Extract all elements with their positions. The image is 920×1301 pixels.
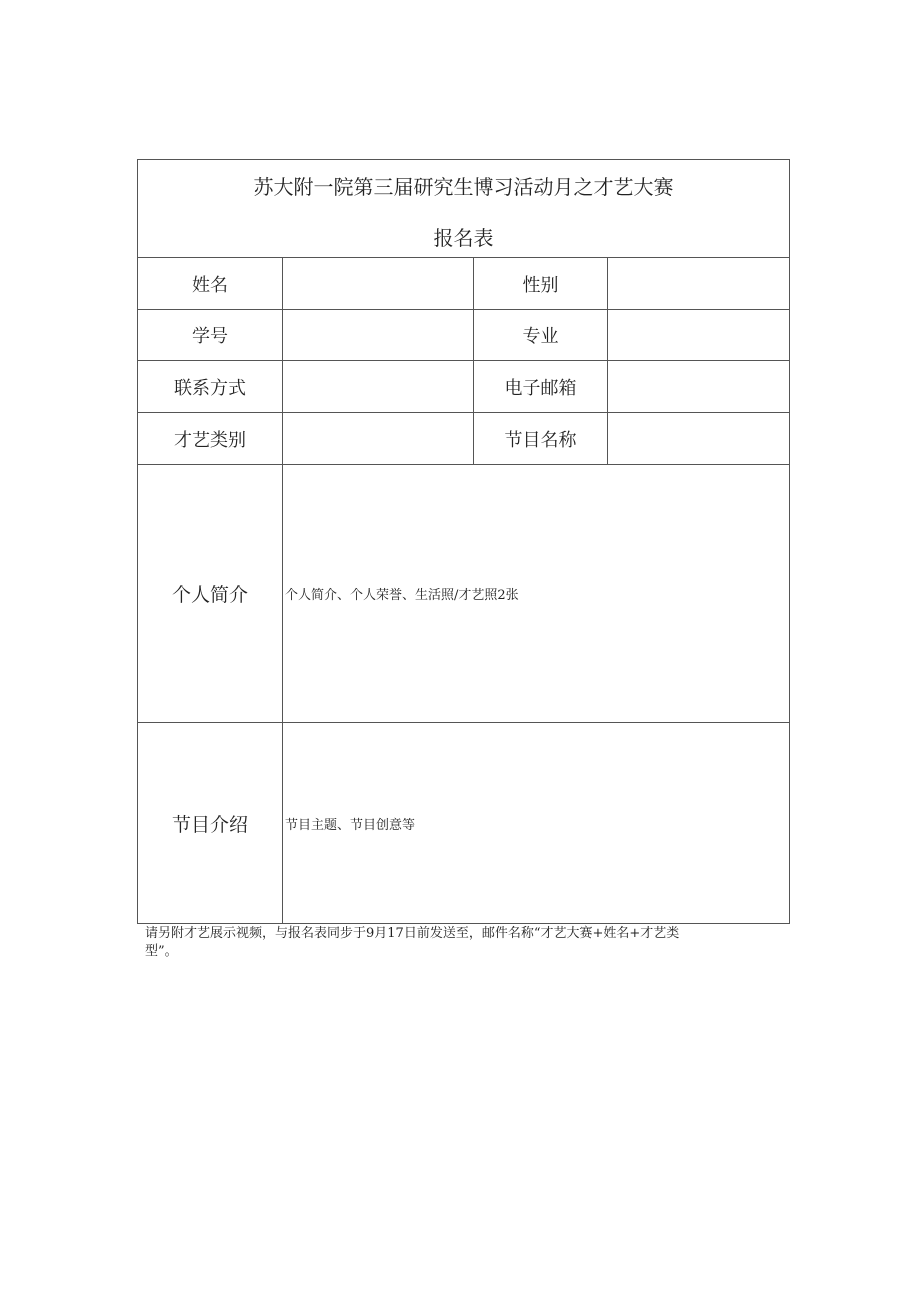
label-program-intro: 节目介绍 <box>138 723 283 923</box>
label-email: 电子邮箱 <box>474 361 608 412</box>
label-talent-category: 才艺类别 <box>138 413 283 464</box>
form-title: 苏大附一院第三届研究生博习活动月之才艺大赛 <box>253 175 674 199</box>
form-row-talent <box>138 413 789 465</box>
label-name: 姓名 <box>138 258 283 309</box>
field-major[interactable] <box>608 310 789 360</box>
form-row-contact <box>138 361 789 413</box>
form-row-program-intro <box>138 723 789 923</box>
field-program-name[interactable] <box>608 413 789 464</box>
registration-form <box>137 159 790 924</box>
field-program-intro[interactable]: 节目主题、节目创意等 <box>285 817 416 833</box>
label-contact: 联系方式 <box>138 361 283 412</box>
field-gender[interactable] <box>608 258 789 309</box>
label-major: 专业 <box>474 310 608 360</box>
label-program-name: 节目名称 <box>474 413 608 464</box>
field-student-id[interactable] <box>283 310 474 360</box>
field-name[interactable] <box>283 258 474 309</box>
label-student-id: 学号 <box>138 310 283 360</box>
field-personal-intro[interactable]: 个人简介、个人荣誉、生活照/才艺照2张 <box>285 588 519 603</box>
submission-note <box>145 925 745 961</box>
form-row-student-id <box>138 310 789 361</box>
form-row-name <box>138 258 789 310</box>
form-subtitle: 报名表 <box>433 226 494 250</box>
note-line-2: 型”。 <box>145 944 178 959</box>
form-title-block <box>138 160 789 258</box>
note-line-1: 请另附才艺展示视频，与报名表同步于9月17日前发送至，邮件名称“才艺大赛+姓名+才艺类 <box>145 926 680 941</box>
label-personal-intro: 个人简介 <box>138 465 283 722</box>
field-contact[interactable] <box>283 361 474 412</box>
field-talent-category[interactable] <box>283 413 474 464</box>
field-email[interactable] <box>608 361 789 412</box>
form-row-personal-intro <box>138 465 789 723</box>
label-gender: 性别 <box>474 258 608 309</box>
